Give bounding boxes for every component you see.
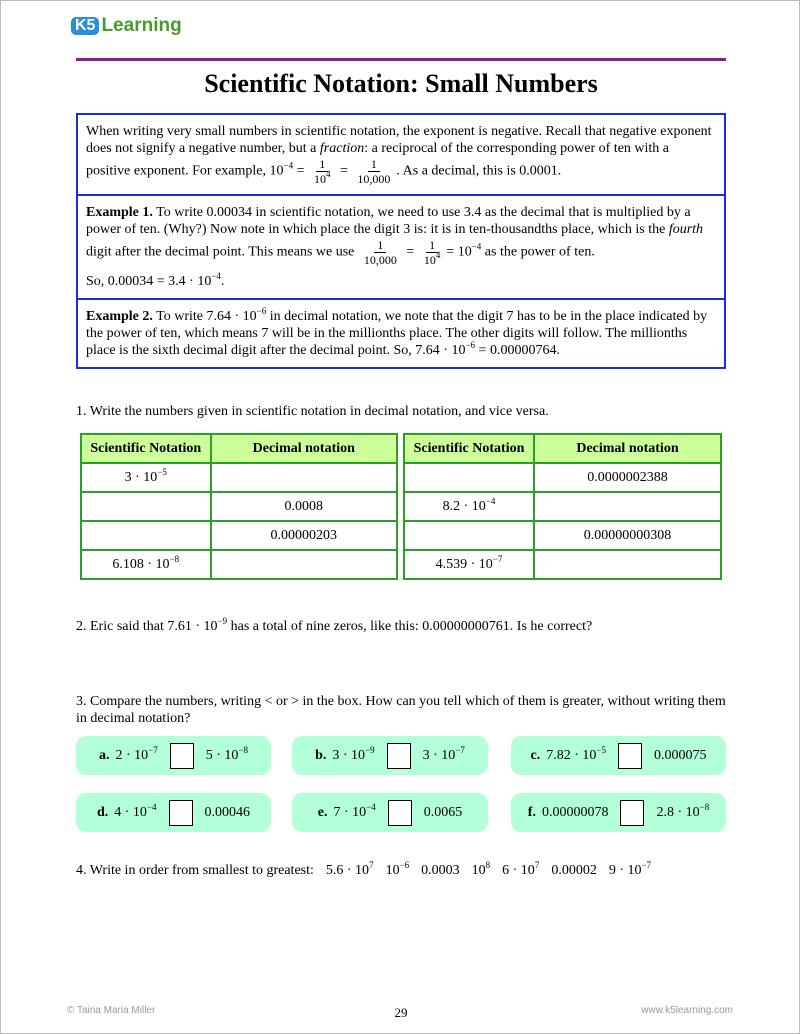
number: 0.0008 — [284, 498, 324, 514]
table-row — [81, 550, 397, 579]
compare-item: f. 0.00000078 $2.8 \cdot 10^{-8}$ — [511, 793, 726, 832]
compare-item: b. $3 \cdot 10^{-9}$ $3 \cdot 10^{-7}$ — [292, 736, 488, 775]
answer-cell[interactable] — [534, 550, 721, 579]
answer-box[interactable] — [388, 800, 412, 826]
fraction: $\frac{1}{10^4}$ — [314, 157, 331, 186]
compare-item: c. $7.82 \cdot 10^{-5}$ 0.000075 — [511, 736, 726, 775]
number: $10^{-6}$ — [385, 860, 410, 878]
table-row — [81, 521, 397, 550]
question-1: 1. Write the numbers given in scientific notation in decimal notation, and vice versa. — [76, 404, 549, 419]
column-header: Decimal notation — [211, 434, 397, 463]
given-cell — [404, 550, 534, 579]
explanation-box — [76, 113, 726, 369]
answer-box[interactable] — [620, 800, 644, 826]
number: $6.108 \cdot 10^{-8}$ — [112, 553, 180, 572]
number: $3 \cdot 10^{-9}$ — [332, 744, 375, 763]
number: $4 \cdot 10^{-4}$ — [114, 801, 157, 820]
intro-section: When writing very small numbers in scientific notation, the exponent is negative. Recall that negative exponent does not signify a negative number, but a fraction: a reciprocal of the corresponding power of ten with a positive exponent. For example, $10^{-4}$ = $\frac{1}{10^4}$ = $\frac{1}{10,000}$ . As a decimal, this is 0.0001. — [86, 124, 712, 186]
table-row — [404, 492, 721, 521]
fraction: $\frac{1}{10,000}$ — [357, 157, 391, 186]
compare-item: d. $4 \cdot 10^{-4}$ 0.00046 — [76, 793, 271, 832]
compare-item: a. $2 \cdot 10^{-7}$ $5 \cdot 10^{-8}$ — [76, 736, 271, 775]
number: 0.0003 — [421, 863, 460, 878]
table-row — [404, 550, 721, 579]
logo-k5: K5 — [71, 17, 99, 35]
answer-box[interactable] — [618, 743, 642, 769]
number: 0.00000203 — [270, 527, 338, 543]
footer-site[interactable]: www.k5learning.com — [641, 1005, 733, 1016]
question-2: 2. Eric said that $7.61 \cdot 10^{-9}$ has a total of nine zeros, like this: 0.00000000761. Is he correct? — [76, 616, 593, 634]
number: $6 \cdot 10^7$ — [502, 860, 540, 878]
number: $8.2 \cdot 10^{-4}$ — [442, 495, 496, 514]
table-row — [404, 463, 721, 492]
column-header: Scientific Notation — [404, 434, 534, 463]
answer-cell[interactable] — [81, 492, 211, 521]
given-cell — [81, 550, 211, 579]
answer-box[interactable] — [387, 743, 411, 769]
number: $10^8$ — [471, 860, 491, 878]
given-cell — [534, 463, 721, 492]
answer-cell[interactable] — [404, 521, 534, 550]
column-header: Decimal notation — [534, 434, 721, 463]
number: 0.0065 — [423, 804, 463, 820]
given-cell — [404, 492, 534, 521]
answer-cell[interactable] — [211, 550, 397, 579]
given-cell — [81, 463, 211, 492]
number: $7 \cdot 10^{-4}$ — [333, 801, 376, 820]
number: $4.539 \cdot 10^{-7}$ — [435, 553, 503, 572]
number: $3 \cdot 10^{-5}$ — [124, 466, 167, 485]
table-left — [80, 433, 398, 580]
answer-cell[interactable] — [534, 492, 721, 521]
given-cell — [211, 492, 397, 521]
k5-learning-logo — [71, 15, 182, 37]
number: 0.00000000308 — [583, 527, 672, 543]
given-cell — [534, 521, 721, 550]
number: $3 \cdot 10^{-7}$ — [422, 744, 465, 763]
answer-box[interactable] — [170, 743, 194, 769]
number: 0.00002 — [551, 863, 597, 878]
table-row — [404, 521, 721, 550]
answer-cell[interactable] — [81, 521, 211, 550]
number: $9 \cdot 10^{-7}$ — [608, 860, 652, 878]
example-1: Example 1. To write 0.00034 in scientific notation, we need to use 3.4 as the decimal that is multiplied by a power of ten. (Why?) Now note in which place the digit 3 is: it is in ten-thousandths place, which is the fourth digit after the decimal point. This means we use $\frac{1}{10,000}$ = $\frac{1}{10^4}$ = $10^{-4}$ as the power of ten. So, $0.00034 = 3.4 \cdot 10^{-4}$. — [78, 194, 724, 298]
number: 0.000075 — [653, 747, 707, 763]
column-header: Scientific Notation — [81, 434, 211, 463]
table-row — [81, 492, 397, 521]
number: 0.00000078 — [541, 804, 609, 820]
page-number: 29 — [394, 1005, 408, 1020]
header-divider — [76, 58, 726, 61]
answer-box[interactable] — [169, 800, 193, 826]
number: $5 \cdot 10^{-8}$ — [205, 744, 248, 763]
table-row — [81, 463, 397, 492]
page-title: Scientific Notation: Small Numbers — [204, 69, 598, 98]
question-4: 4. Write in order from smallest to greatest: $5.6 \cdot 10^7$ $10^{-6}$ 0.0003 $10^8$ $6 \cdot 10^7$ 0.00002 $9 \cdot 10^{-7}$ — [76, 860, 652, 878]
footer-author: © Taina Maria Miller — [67, 1005, 156, 1016]
number: $5.6 \cdot 10^7$ — [325, 860, 374, 878]
example-2: Example 2. To write $7.64 \cdot 10^{-6}$ in decimal notation, we note that the digit 7 has to be in the place indicated by the power of ten, which means 7 will be in the millionths place. The other digits will follow. The millionths place is the sixth decimal digit after the decimal point. So, $7.64 \cdot 10^{-6} = 0.00000764$. — [78, 298, 724, 367]
logo-learning: Learning — [101, 15, 182, 36]
answer-cell[interactable] — [211, 463, 397, 492]
number: $2 \cdot 10^{-7}$ — [115, 744, 158, 763]
answer-cell[interactable] — [404, 463, 534, 492]
given-cell — [211, 521, 397, 550]
table-right — [403, 433, 722, 580]
number: $7.82 \cdot 10^{-5}$ — [546, 744, 606, 763]
number: $2.8 \cdot 10^{-8}$ — [656, 801, 710, 820]
number: 0.00046 — [204, 804, 251, 820]
question-3: 3. Compare the numbers, writing < or > in the box. How can you tell which of them is greater, without writing them in decimal notation? — [76, 694, 726, 726]
compare-item: e. $7 \cdot 10^{-4}$ 0.0065 — [292, 793, 488, 832]
number: 0.0000002388 — [587, 469, 668, 485]
